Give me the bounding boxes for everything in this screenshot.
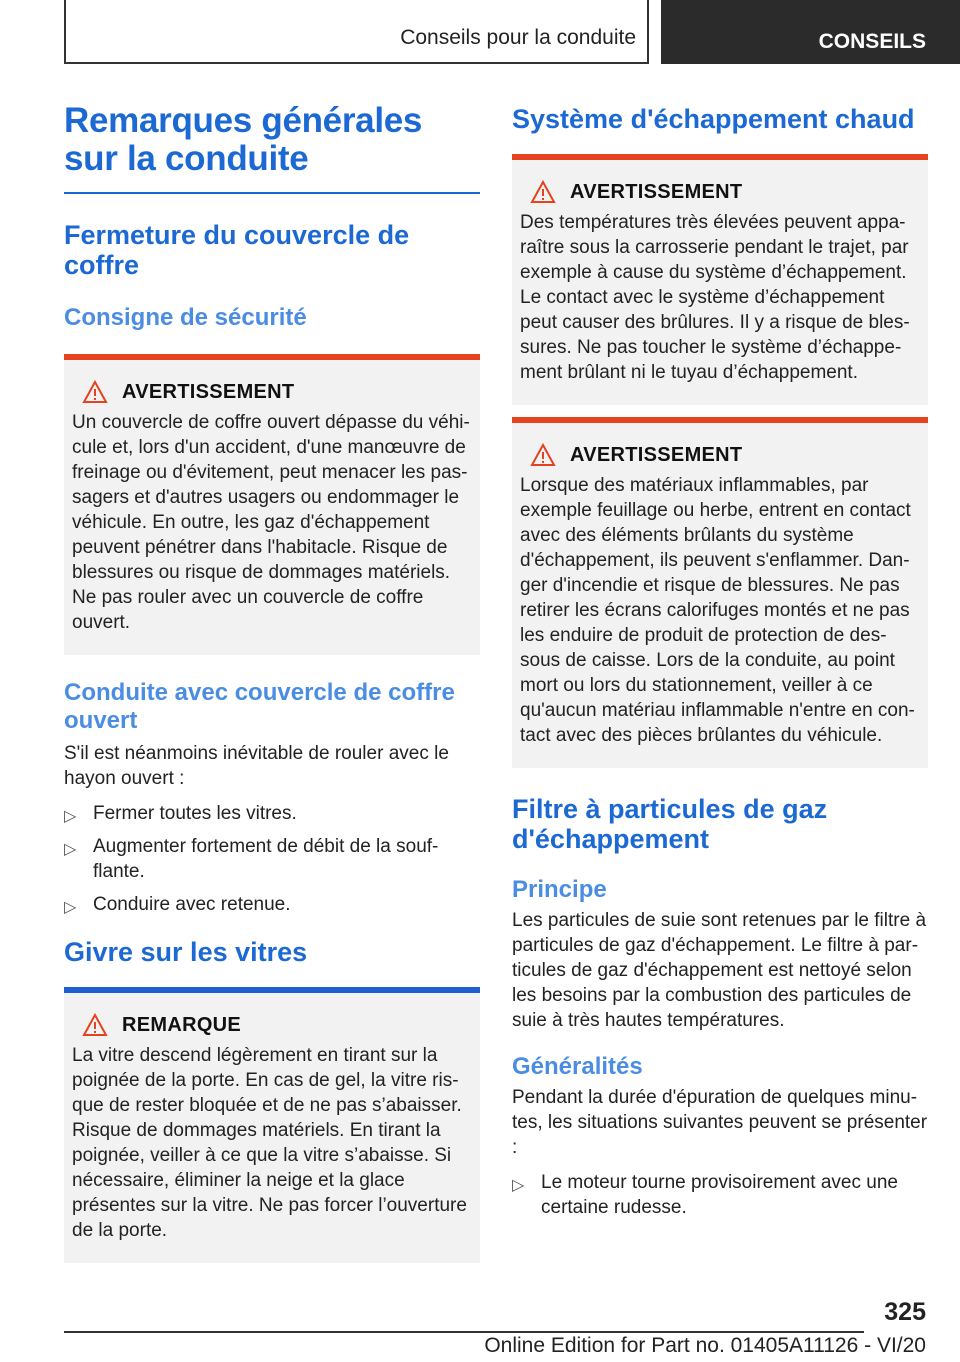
subsection-principle: Principe [512, 876, 607, 903]
warning-triangle-icon [530, 180, 556, 204]
triangle-bullet-icon: ▷ [64, 808, 77, 825]
section-title-particulate: Filtre à particules de gaz d'échappement [512, 794, 828, 854]
triangle-bullet-icon: ▷ [64, 899, 77, 916]
warning-box-exhaust-hot [512, 154, 928, 405]
list-item-text: Le moteur tourne provisoirement avec une certaine rudesse. [541, 1172, 898, 1218]
warning-triangle-icon [530, 443, 556, 467]
warning-head [520, 443, 920, 467]
subsection-open-trunk: Conduite avec couvercle de coffre ouvert [64, 679, 455, 734]
subsection-general: Généralités [512, 1053, 643, 1080]
list-item [64, 834, 480, 884]
edition-text: Online Edition for Part no. 01405A11126 - VI/20 [484, 1334, 926, 1357]
list-item [64, 801, 480, 826]
note-head [72, 1013, 472, 1037]
triangle-bullet-icon: ▷ [512, 1177, 525, 1194]
subsection-safety: Consigne de sécurité [64, 304, 307, 331]
running-title: Conseils pour la conduite [400, 26, 636, 49]
list-item-text: Fermer toutes les vitres. [93, 803, 297, 824]
list-item [512, 1170, 928, 1220]
general-text: Pendant la durée d'épuration de quelques minutes, les situations suivantes peuvent se présenter : [512, 1087, 928, 1158]
warning-triangle-icon [82, 1013, 108, 1037]
main-title: Remarques générales sur la conduite [64, 101, 423, 178]
list-item-text: Augmenter fortement de débit de la soufflante. [93, 836, 439, 882]
title-rule [64, 192, 480, 194]
warning-text: Des températures très élevées peuvent apparaître sous la carrosserie pendant le trajet, par exemple à cause du système d’échappement. Le contact avec le système d’échappement peut causer des brûlures. Il y a risque de blessures. Ne pas toucher le système d’échappement brûlant ni le tuyau d’échappement. [520, 212, 910, 383]
principle-text: Les particules de suie sont retenues par le filtre à particules de gaz d'échappement. Le filtre à particules de gaz d'échappement est nettoyé selon les besoins par la combustion des particules de suie à très hautes températures. [512, 910, 927, 1031]
left-column [64, 96, 480, 1263]
footer-rule [64, 1331, 864, 1333]
right-column [512, 96, 928, 1228]
general-list [512, 1170, 928, 1220]
warning-head [520, 180, 920, 204]
note-box-frost [64, 987, 480, 1263]
triangle-bullet-icon: ▷ [64, 841, 77, 858]
warning-label: AVERTISSEMENT [122, 380, 295, 403]
open-trunk-list [64, 801, 480, 917]
warning-text: Un couvercle de coffre ouvert dépasse du véhicule et, lors d'un accident, d'une manœuvre de freinage ou d'évitement, peut menacer les passagers et d'autres usagers ou endommager le véhicule. En outre, les gaz d'échappement peuvent pénétrer dans l'habitacle. Risque de blessures ou risque de dommages matériels. Ne pas rouler avec un couvercle de coffre ouvert. [72, 412, 470, 633]
warning-label: AVERTISSEMENT [570, 180, 743, 203]
open-trunk-intro: S'il est néanmoins inévitable de rouler avec le hayon ouvert : [64, 743, 449, 789]
header-bottom-rule [64, 62, 649, 64]
header-divider [647, 0, 649, 64]
page-number: 325 [884, 1298, 926, 1326]
section-tab [661, 0, 960, 64]
note-text: La vitre descend légèrement en tirant sur la poignée de la porte. En cas de gel, la vitre risque de rester bloquée et de ne pas s’abaisser. Risque de dommages matériels. En tirant la poignée, veiller à ce que la vitre s’abaisse. Si nécessaire, éliminer la neige et la glace présentes sur la vitre. Ne pas forcer l’ouverture de la porte. [72, 1045, 467, 1241]
section-tab-label: CONSEILS [818, 30, 926, 53]
warning-text: Lorsque des matériaux inflammables, par exemple feuillage ou herbe, entrent en contact avec des éléments brûlants du système d'échappement, ils peuvent s'enflammer. Danger d'incendie et risque de blessures. Ne pas retirer les écrans calorifuges montés et ne pas les enduire de produit de protection de dessous de caisse. Lors de la conduite, au point mort ou lors du stationnement, veiller à ce qu'aucun matériau inflammable n'entre en contact avec des pièces brûlantes du véhicule. [520, 475, 915, 746]
warning-head [72, 380, 472, 404]
warning-triangle-icon [82, 380, 108, 404]
warning-box-trunk [64, 354, 480, 655]
warning-box-flammable [512, 417, 928, 768]
section-title-frost: Givre sur les vitres [64, 937, 308, 967]
warning-label: AVERTISSEMENT [570, 443, 743, 466]
section-title-exhaust: Système d'échappement chaud [512, 104, 915, 134]
section-title-trunk: Fermeture du couvercle de coffre [64, 220, 410, 280]
list-item-text: Conduire avec retenue. [93, 894, 291, 915]
note-label: REMARQUE [122, 1013, 242, 1036]
list-item [64, 892, 480, 917]
